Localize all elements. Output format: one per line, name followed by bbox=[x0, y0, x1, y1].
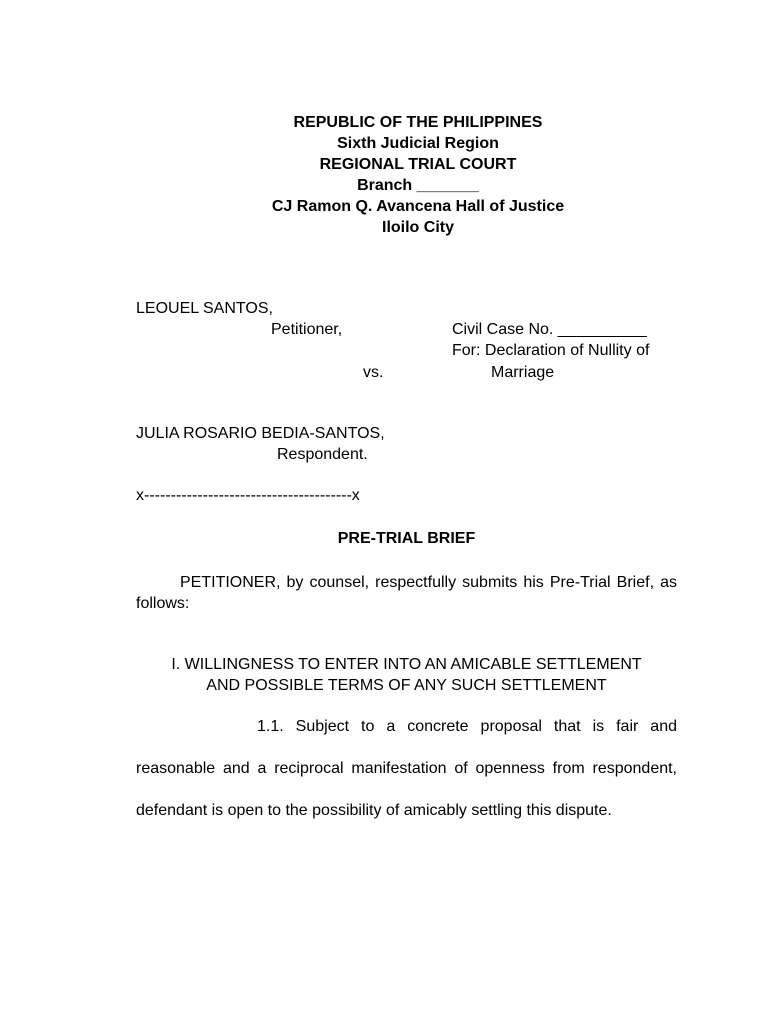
section-1-heading-line2: AND POSSIBLE TERMS OF ANY SUCH SETTLEMENT bbox=[206, 677, 607, 694]
header-hall-of-justice: CJ Ramon Q. Avancena Hall of Justice bbox=[271, 198, 565, 215]
section-1-heading-line1: I. WILLINGNESS TO ENTER INTO AN AMICABLE SETTLEMENT bbox=[171, 656, 642, 673]
header-branch: Branch _______ bbox=[357, 177, 479, 194]
document-title: PRE-TRIAL BRIEF bbox=[337, 530, 476, 547]
respondent-name: JULIA ROSARIO BEDIA-SANTOS, bbox=[136, 425, 385, 442]
header-republic: REPUBLIC OF THE PHILIPPINES bbox=[293, 114, 543, 131]
case-nature-continued: Marriage bbox=[491, 364, 555, 381]
case-nature: For: Declaration of Nullity of bbox=[452, 342, 650, 359]
header-court: REGIONAL TRIAL COURT bbox=[319, 156, 517, 173]
respondent-role: Respondent. bbox=[277, 446, 368, 463]
civil-case-number: Civil Case No. __________ bbox=[452, 321, 647, 338]
versus-label: vs. bbox=[363, 364, 384, 381]
petitioner-role: Petitioner, bbox=[271, 321, 343, 338]
section-1-heading bbox=[136, 654, 677, 696]
court-header bbox=[0, 112, 768, 238]
petitioner-name: LEOUEL SANTOS, bbox=[136, 300, 273, 317]
header-city: Iloilo City bbox=[382, 219, 454, 236]
header-judicial-region: Sixth Judicial Region bbox=[337, 135, 499, 152]
section-1-paragraph: 1.1. Subject to a concrete proposal that is fair and reasonable and a reciprocal manifestation of openness from respondent, defendant is open to the possibility of amicably settling this dispute. bbox=[136, 718, 677, 819]
intro-paragraph: PETITIONER, by counsel, respectfully submits his Pre-Trial Brief, as follows: bbox=[136, 574, 677, 612]
caption-separator: x---------------------------------------x bbox=[136, 487, 360, 504]
